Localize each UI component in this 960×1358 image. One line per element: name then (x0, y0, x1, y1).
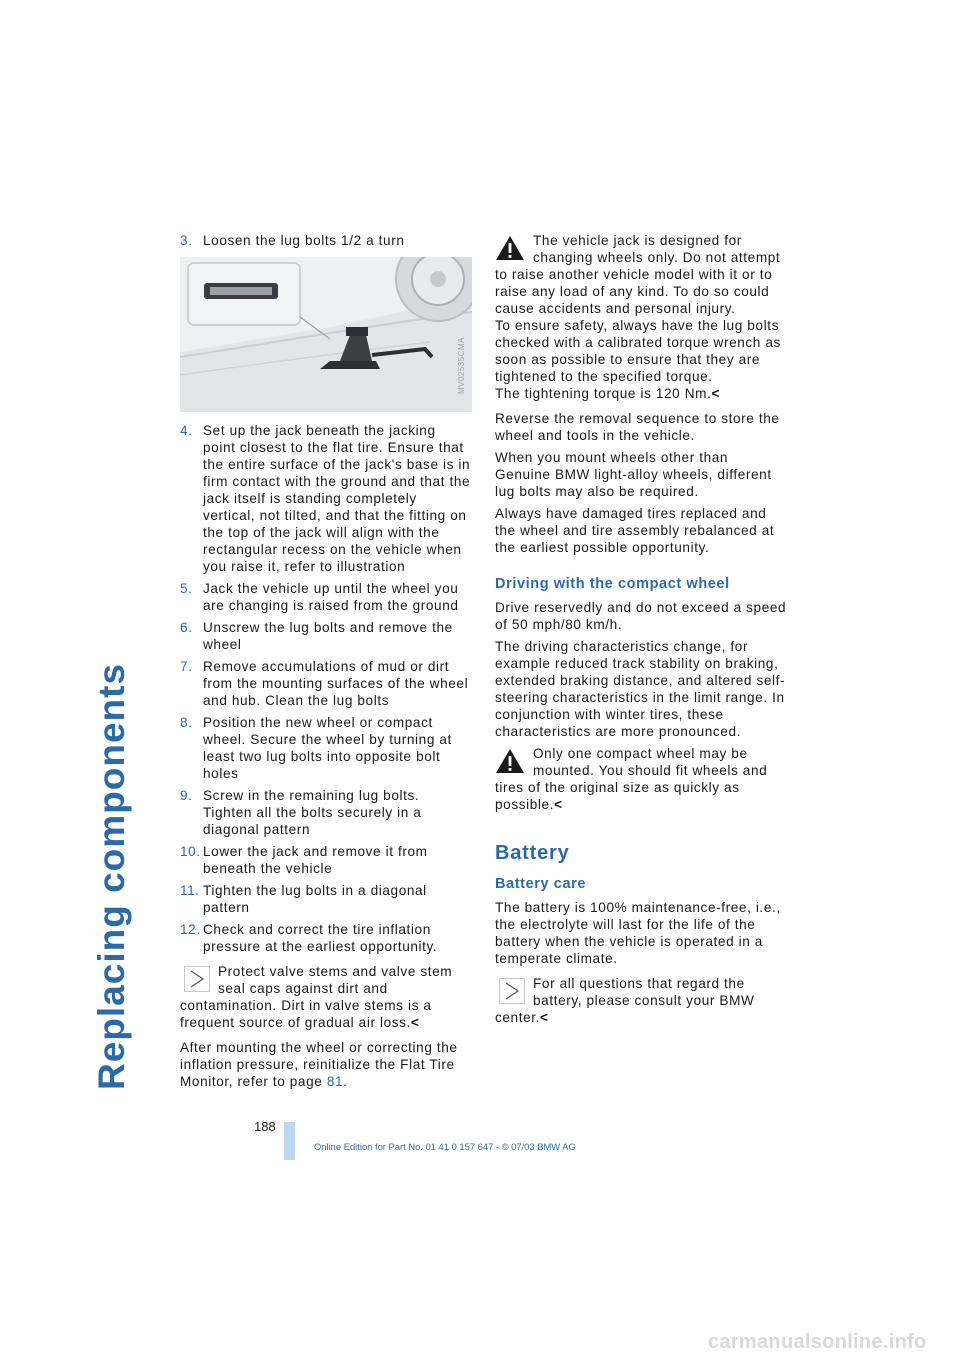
note-valve-stems (180, 963, 472, 1031)
after-mount-paragraph (180, 1039, 472, 1090)
para-genuine: When you mount wheels other than Genuine BMW light-alloy wheels, different lug bolts may also be required. (495, 450, 772, 499)
note-text: Protect valve stems and valve stem seal caps against dirt and contamination. Dirt in valve stems is a frequent source of gradual air loss. (180, 964, 453, 1030)
step-text: Lower the jack and remove it from beneath the vehicle (203, 844, 428, 876)
step-8 (180, 714, 472, 782)
step-number: 11. (180, 883, 200, 898)
step-number: 5. (180, 581, 193, 596)
step-text: Set up the jack beneath the jacking point closest to the flat tire. Ensure that the entire surface of the jack's base is in firm contact with the ground and that the jack itself is standing completely vertical, not tilted, and that the fitting on the top of the jack will align with the rectangular recess on the vehicle when you raise it, refer to illustration (203, 423, 471, 574)
end-mark: < (711, 386, 720, 401)
step-number: 6. (180, 620, 193, 635)
note-icon (184, 966, 210, 992)
warning-text-2: To ensure safety, always have the lug bolts checked with a calibrated torque wrench as soon as possible to ensure that they are tightened to the specified torque. (495, 318, 781, 384)
note-icon (499, 978, 525, 1004)
para-battery: The battery is 100% maintenance-free, i.e., the electrolyte will last for the life of the battery when the vehicle is operated in a temperate climate. (495, 900, 781, 966)
note-battery (495, 975, 787, 1026)
step-12 (180, 921, 472, 955)
left-column (180, 232, 472, 1095)
step-9 (180, 787, 472, 838)
section-battery: Battery (495, 842, 570, 864)
step-number: 9. (180, 788, 193, 803)
step-number: 4. (180, 423, 193, 438)
heading-compact-wheel: Driving with the compact wheel (495, 576, 730, 592)
warning-text: Only one compact wheel may be mounted. You should fit wheels and tires of the original size as quickly as possible. (495, 746, 768, 812)
step-text: Unscrew the lug bolts and remove the wheel (203, 620, 453, 652)
step-number: 3. (180, 233, 193, 248)
warning-compact (495, 745, 787, 813)
chapter-side-title: Replacing components (91, 662, 132, 1090)
heading-battery-care: Battery care (495, 876, 587, 892)
step-6 (180, 619, 472, 653)
step-text: Tighten the lug bolts in a diagonal pattern (203, 883, 427, 915)
footer-edition: Online Edition for Part No. 01 41 0 157 647 - © 07/03 BMW AG (314, 1141, 576, 1152)
step-11 (180, 882, 472, 916)
watermark: carmanualsonline.info (708, 1331, 927, 1353)
step-text: Position the new wheel or compact wheel. Secure the wheel by turning at least two lug bolts into opposite bolt holes (203, 715, 452, 781)
after-mount-end: . (343, 1074, 348, 1089)
page-number: 188 (254, 1119, 276, 1134)
para-damaged: Always have damaged tires replaced and the wheel and tire assembly rebalanced at the earliest possible opportunity. (495, 506, 775, 555)
end-mark: < (540, 1010, 549, 1025)
warning-text: The vehicle jack is designed for changing wheels only. Do not attempt to raise another vehicle model with it or to raise any load of any kind. To do so could cause accidents and personal injury. (495, 233, 781, 316)
jack-illustration (180, 257, 472, 412)
warning-jack (495, 232, 787, 402)
note-text: For all questions that regard the battery, please consult your BMW center. (495, 976, 755, 1025)
para-reverse: Reverse the removal sequence to store the wheel and tools in the vehicle. (495, 411, 780, 443)
figure-code: MV02535CMA (457, 337, 466, 395)
page-bar (284, 1122, 295, 1160)
warning-icon (495, 747, 525, 775)
step-7 (180, 658, 472, 709)
para-characteristics: The driving characteristics change, for example reduced track stability on braking, extended braking distance, and altered self-steering characteristics in the limit range. In conjunction with winter tires, these characteristics are more pronounced. (495, 639, 786, 739)
end-mark: < (410, 1015, 420, 1030)
step-number: 10. (180, 844, 201, 859)
right-column (495, 232, 787, 1031)
step-text: Screw in the remaining lug bolts. Tighten all the bolts securely in a diagonal pattern (203, 788, 422, 837)
step-4 (180, 422, 472, 575)
step-number: 12. (180, 922, 201, 937)
warning-text-3: The tightening torque is 120 Nm. (495, 386, 712, 401)
para-reservedly: Drive reservedly and do not exceed a speed of 50 mph/80 km/h. (495, 600, 787, 632)
end-mark: < (554, 797, 563, 812)
step-text: Loosen the lug bolts 1/2 a turn (203, 233, 405, 248)
step-number: 8. (180, 715, 193, 730)
page-link[interactable]: 81 (326, 1074, 344, 1089)
step-10 (180, 843, 472, 877)
step-number: 7. (180, 659, 193, 674)
step-text: Jack the vehicle up until the wheel you are changing is raised from the ground (203, 581, 459, 613)
jack-illustration-drawing (180, 257, 472, 412)
after-mount-text: After mounting the wheel or correcting the inflation pressure, reinitialize the Flat Tire Monitor, refer to page (180, 1040, 458, 1089)
step-5 (180, 580, 472, 614)
step-3 (180, 232, 472, 249)
step-text: Check and correct the tire inflation pressure at the earliest opportunity. (203, 922, 438, 954)
warning-icon (495, 234, 525, 262)
step-text: Remove accumulations of mud or dirt from the mounting surfaces of the wheel and hub. Clean the lug bolts (203, 659, 469, 708)
